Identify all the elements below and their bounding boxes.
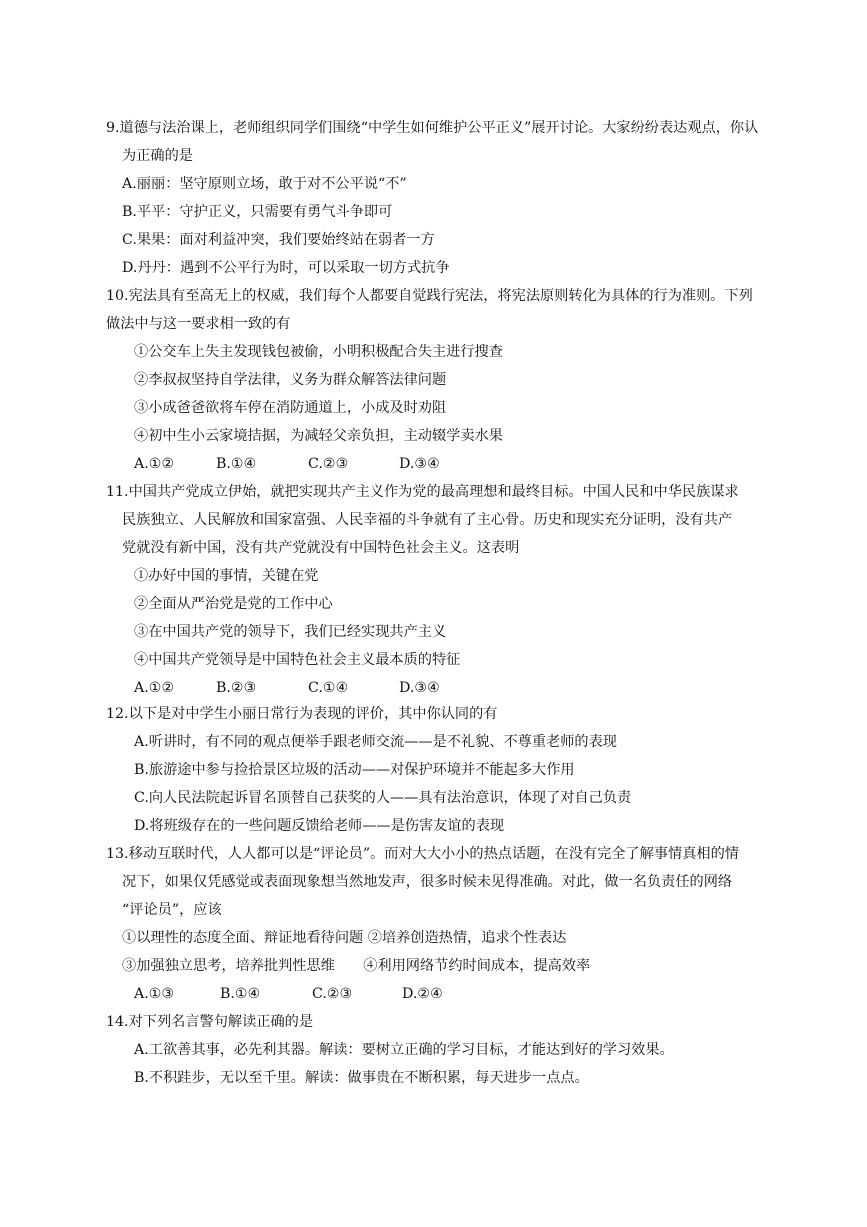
question-stem: 况下，如果仅凭感觉或表面现象想当然地发声，很多时候未见得准确。对此，做一名负责任的网络 xyxy=(122,874,733,890)
answer-option: B.平平：守护正义，只需要有勇气斗争即可 xyxy=(122,204,393,220)
answer-option: B.不积跬步，无以至千里。解读：做事贵在不断积累，每天进步一点点。 xyxy=(134,1070,589,1086)
numbered-item: ②全面从严治党是党的工作中心 xyxy=(134,596,333,612)
question-stem: 民族独立、人民解放和国家富强、人民幸福的斗争就有了主心骨。历史和现实充分证明，没有共产 xyxy=(122,512,733,528)
answer-option: B.旅游途中参与捡拾景区垃圾的活动——对保护环境并不能起多大作用 xyxy=(134,762,575,778)
answer-option: C.果果：面对利益冲突，我们要始终站在弱者一方 xyxy=(122,232,435,248)
answer-choice: B.②③ xyxy=(216,680,257,696)
question-stem: 9.道德与法治课上，老师组织同学们围绕“中学生如何维护公平正义”展开讨论。大家纷纷表达观点，你认 xyxy=(106,120,759,136)
numbered-item: ③小成爸爸欲将车停在消防通道上，小成及时劝阻 xyxy=(134,400,447,416)
question-stem: 13.移动互联时代，人人都可以是“评论员”。而对大大小小的热点话题，在没有完全了解事情真相的情 xyxy=(106,846,739,862)
answer-choice: A.①③ xyxy=(134,986,175,1002)
answer-choice: A.①② xyxy=(134,456,175,472)
answer-choice: C.②③ xyxy=(312,986,353,1002)
answer-choice: B.①④ xyxy=(220,986,261,1002)
answer-option: D.将班级存在的一些问题反馈给老师——是伤害友谊的表现 xyxy=(134,818,505,834)
numbered-item: ③加强独立思考，培养批判性思维 ④利用网络节约时间成本，提高效率 xyxy=(122,958,591,974)
answer-choice: C.②③ xyxy=(308,456,349,472)
answer-choice: B.①④ xyxy=(216,456,257,472)
question-stem: “评论员”，应该 xyxy=(122,902,222,918)
question-stem: 11.中国共产党成立伊始，就把实现共产主义作为党的最高理想和最终目标。中国人民和中华民族谋求 xyxy=(106,484,739,500)
answer-choice: D.③④ xyxy=(399,456,440,472)
numbered-item: ④初中生小云家境拮据，为减轻父亲负担，主动辍学卖水果 xyxy=(134,428,503,444)
numbered-item: ①公交车上失主发现钱包被偷，小明积极配合失主进行搜查 xyxy=(134,344,503,360)
numbered-item: ③在中国共产党的领导下，我们已经实现共产主义 xyxy=(134,624,447,640)
question-stem: 党就没有新中国，没有共产党就没有中国特色社会主义。这表明 xyxy=(122,540,520,556)
question-stem: 12.以下是对中学生小丽日常行为表现的评价，其中你认同的有 xyxy=(106,706,498,722)
question-stem: 为正确的是 xyxy=(122,148,193,164)
answer-option: D.丹丹：遇到不公平行为时，可以采取一切方式抗争 xyxy=(122,260,450,276)
question-stem: 做法中与这一要求相一致的有 xyxy=(106,316,291,332)
answer-choice: A.①② xyxy=(134,680,175,696)
numbered-item: ④中国共产党领导是中国特色社会主义最本质的特征 xyxy=(134,652,461,668)
answer-choice: C.①④ xyxy=(308,680,349,696)
answer-choice: D.③④ xyxy=(399,680,440,696)
question-stem: 10.宪法具有至高无上的权威，我们每个人都要自觉践行宪法，将宪法原则转化为具体的行为准则。下列 xyxy=(106,288,753,304)
numbered-item: ②李叔叔坚持自学法律，义务为群众解答法律问题 xyxy=(134,372,447,388)
question-stem: 14.对下列名言警句解读正确的是 xyxy=(106,1014,314,1030)
numbered-item: ①办好中国的事情，关键在党 xyxy=(134,568,319,584)
answer-option: A.工欲善其事，必先利其器。解读：要树立正确的学习目标，才能达到好的学习效果。 xyxy=(134,1042,674,1058)
answer-option: A.听讲时，有不同的观点便举手跟老师交流——是不礼貌、不尊重老师的表现 xyxy=(134,734,617,750)
answer-choice: D.②④ xyxy=(402,986,443,1002)
answer-option: A.丽丽：坚守原则立场，敢于对不公平说“不” xyxy=(122,176,407,192)
numbered-item: ①以理性的态度全面、辩证地看待问题 ②培养创造热情，追求个性表达 xyxy=(122,930,567,946)
answer-option: C.向人民法院起诉冒名顶替自己获奖的人——具有法治意识，体现了对自己负责 xyxy=(134,790,632,806)
